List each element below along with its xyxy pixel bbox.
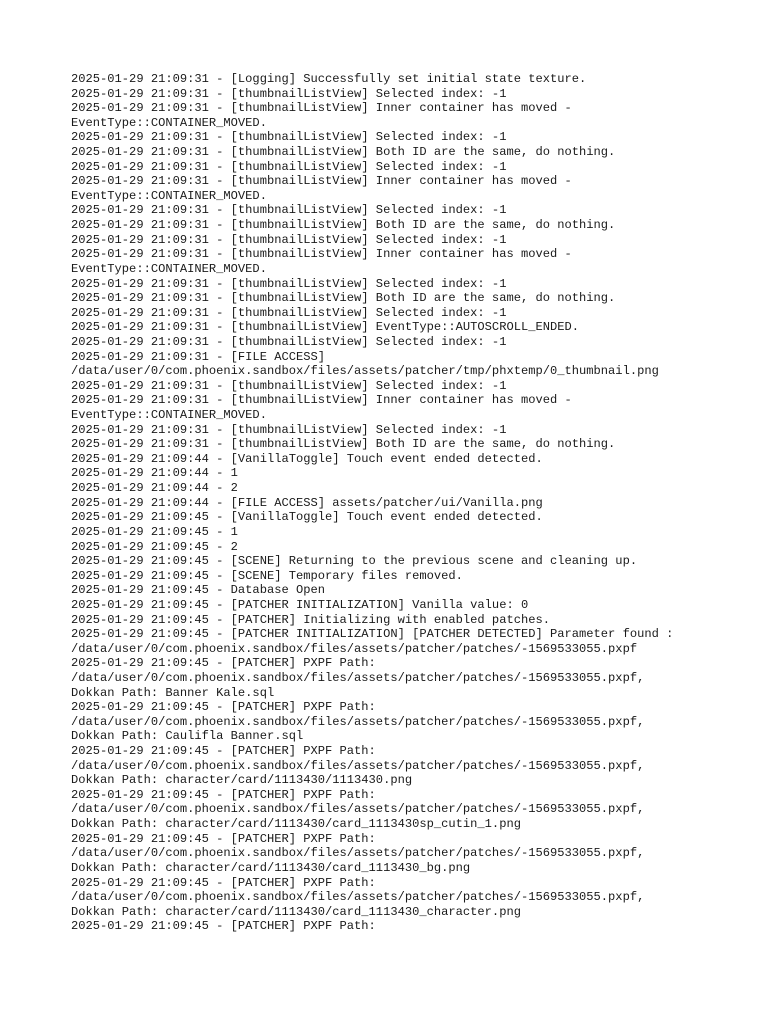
log-line: 2025-01-29 21:09:45 - [PATCHER] PXPF Path: — [71, 700, 376, 715]
log-line: 2025-01-29 21:09:31 - [thumbnailListView] Selected index: -1 — [71, 203, 507, 218]
log-line: /data/user/0/com.phoenix.sandbox/files/assets/patcher/patches/-1569533055.pxpf, — [71, 890, 645, 905]
log-line: 2025-01-29 21:09:31 - [thumbnailListView] Selected index: -1 — [71, 276, 507, 291]
log-line: /data/user/0/com.phoenix.sandbox/files/assets/patcher/patches/-1569533055.pxpf — [71, 641, 638, 656]
log-line: /data/user/0/com.phoenix.sandbox/files/assets/patcher/patches/-1569533055.pxpf, — [71, 846, 645, 861]
log-line: 2025-01-29 21:09:31 - [thumbnailListView] Both ID are the same, do nothing. — [71, 291, 616, 306]
log-line: 2025-01-29 21:09:31 - [thumbnailListView] Selected index: -1 — [71, 86, 507, 101]
log-line: 2025-01-29 21:09:45 - [PATCHER INITIALIZATION] [PATCHER DETECTED] Parameter found : — [71, 627, 674, 642]
log-line: 2025-01-29 21:09:31 - [thumbnailListView] Selected index: -1 — [71, 378, 507, 393]
log-line: /data/user/0/com.phoenix.sandbox/files/assets/patcher/patches/-1569533055.pxpf, — [71, 802, 645, 817]
log-line: 2025-01-29 21:09:45 - [PATCHER] PXPF Path: — [71, 744, 376, 759]
log-line: 2025-01-29 21:09:31 - [thumbnailListView] Inner container has moved - — [71, 247, 572, 262]
log-line: 2025-01-29 21:09:45 - [SCENE] Returning to the previous scene and cleaning up. — [71, 554, 638, 569]
log-line: 2025-01-29 21:09:44 - 2 — [71, 481, 238, 496]
log-line: 2025-01-29 21:09:31 - [thumbnailListView] Inner container has moved - — [71, 101, 572, 116]
log-line: 2025-01-29 21:09:31 - [thumbnailListView] Selected index: -1 — [71, 130, 507, 145]
log-line: 2025-01-29 21:09:45 - [PATCHER] PXPF Path: — [71, 919, 376, 934]
log-line: Dokkan Path: character/card/1113430/1113430.png — [71, 773, 413, 788]
log-line: 2025-01-29 21:09:45 - [SCENE] Temporary files removed. — [71, 568, 463, 583]
log-line: 2025-01-29 21:09:45 - [PATCHER] PXPF Path: — [71, 656, 376, 671]
log-line: 2025-01-29 21:09:44 - 1 — [71, 466, 238, 481]
log-line: /data/user/0/com.phoenix.sandbox/files/assets/patcher/tmp/phxtemp/0_thumbnail.png — [71, 364, 659, 379]
log-line: EventType::CONTAINER_MOVED. — [71, 115, 267, 130]
log-line: 2025-01-29 21:09:45 - 1 — [71, 524, 238, 539]
log-line: EventType::CONTAINER_MOVED. — [71, 261, 267, 276]
log-line: Dokkan Path: Caulifla Banner.sql — [71, 729, 304, 744]
log-line: 2025-01-29 21:09:31 - [thumbnailListView] Both ID are the same, do nothing. — [71, 437, 616, 452]
log-line: EventType::CONTAINER_MOVED. — [71, 188, 267, 203]
log-line: 2025-01-29 21:09:44 - [FILE ACCESS] assets/patcher/ui/Vanilla.png — [71, 495, 543, 510]
log-line: 2025-01-29 21:09:31 - [thumbnailListView] Inner container has moved - — [71, 393, 572, 408]
log-line: 2025-01-29 21:09:31 - [thumbnailListView] Selected index: -1 — [71, 334, 507, 349]
log-line: 2025-01-29 21:09:31 - [thumbnailListView] Selected index: -1 — [71, 422, 507, 437]
log-line: 2025-01-29 21:09:31 - [thumbnailListView] EventType::AUTOSCROLL_ENDED. — [71, 320, 580, 335]
log-text-block — [71, 72, 751, 934]
log-line: 2025-01-29 21:09:31 - [thumbnailListView] Inner container has moved - — [71, 174, 572, 189]
log-line: 2025-01-29 21:09:31 - [thumbnailListView] Selected index: -1 — [71, 232, 507, 247]
log-line: 2025-01-29 21:09:31 - [FILE ACCESS] — [71, 349, 326, 364]
log-line: 2025-01-29 21:09:45 - [PATCHER] PXPF Path: — [71, 787, 376, 802]
log-line: /data/user/0/com.phoenix.sandbox/files/assets/patcher/patches/-1569533055.pxpf, — [71, 758, 645, 773]
log-line: 2025-01-29 21:09:45 - [PATCHER] Initializing with enabled patches. — [71, 612, 550, 627]
log-line: /data/user/0/com.phoenix.sandbox/files/assets/patcher/patches/-1569533055.pxpf, — [71, 670, 645, 685]
log-line: 2025-01-29 21:09:31 - [thumbnailListView] Both ID are the same, do nothing. — [71, 218, 616, 233]
log-line: 2025-01-29 21:09:44 - [VanillaToggle] Touch event ended detected. — [71, 451, 543, 466]
log-line: 2025-01-29 21:09:45 - [PATCHER] PXPF Path: — [71, 831, 376, 846]
log-line: /data/user/0/com.phoenix.sandbox/files/assets/patcher/patches/-1569533055.pxpf, — [71, 714, 645, 729]
log-line: 2025-01-29 21:09:45 - Database Open — [71, 583, 326, 598]
log-line: Dokkan Path: character/card/1113430/card_1113430_bg.png — [71, 860, 471, 875]
log-line: Dokkan Path: Banner Kale.sql — [71, 685, 275, 700]
log-line: Dokkan Path: character/card/1113430/card_1113430_character.png — [71, 904, 521, 919]
log-line: 2025-01-29 21:09:31 - [thumbnailListView] Selected index: -1 — [71, 159, 507, 174]
log-line: Dokkan Path: character/card/1113430/card_1113430sp_cutin_1.png — [71, 817, 521, 832]
log-line: 2025-01-29 21:09:45 - 2 — [71, 539, 238, 554]
log-line: 2025-01-29 21:09:31 - [thumbnailListView] Both ID are the same, do nothing. — [71, 145, 616, 160]
log-line: EventType::CONTAINER_MOVED. — [71, 408, 267, 423]
log-line: 2025-01-29 21:09:45 - [VanillaToggle] Touch event ended detected. — [71, 510, 543, 525]
log-line: 2025-01-29 21:09:31 - [Logging] Successfully set initial state texture. — [71, 72, 587, 86]
log-line: 2025-01-29 21:09:45 - [PATCHER INITIALIZATION] Vanilla value: 0 — [71, 597, 529, 612]
log-line: 2025-01-29 21:09:31 - [thumbnailListView] Selected index: -1 — [71, 305, 507, 320]
log-line: 2025-01-29 21:09:45 - [PATCHER] PXPF Path: — [71, 875, 376, 890]
